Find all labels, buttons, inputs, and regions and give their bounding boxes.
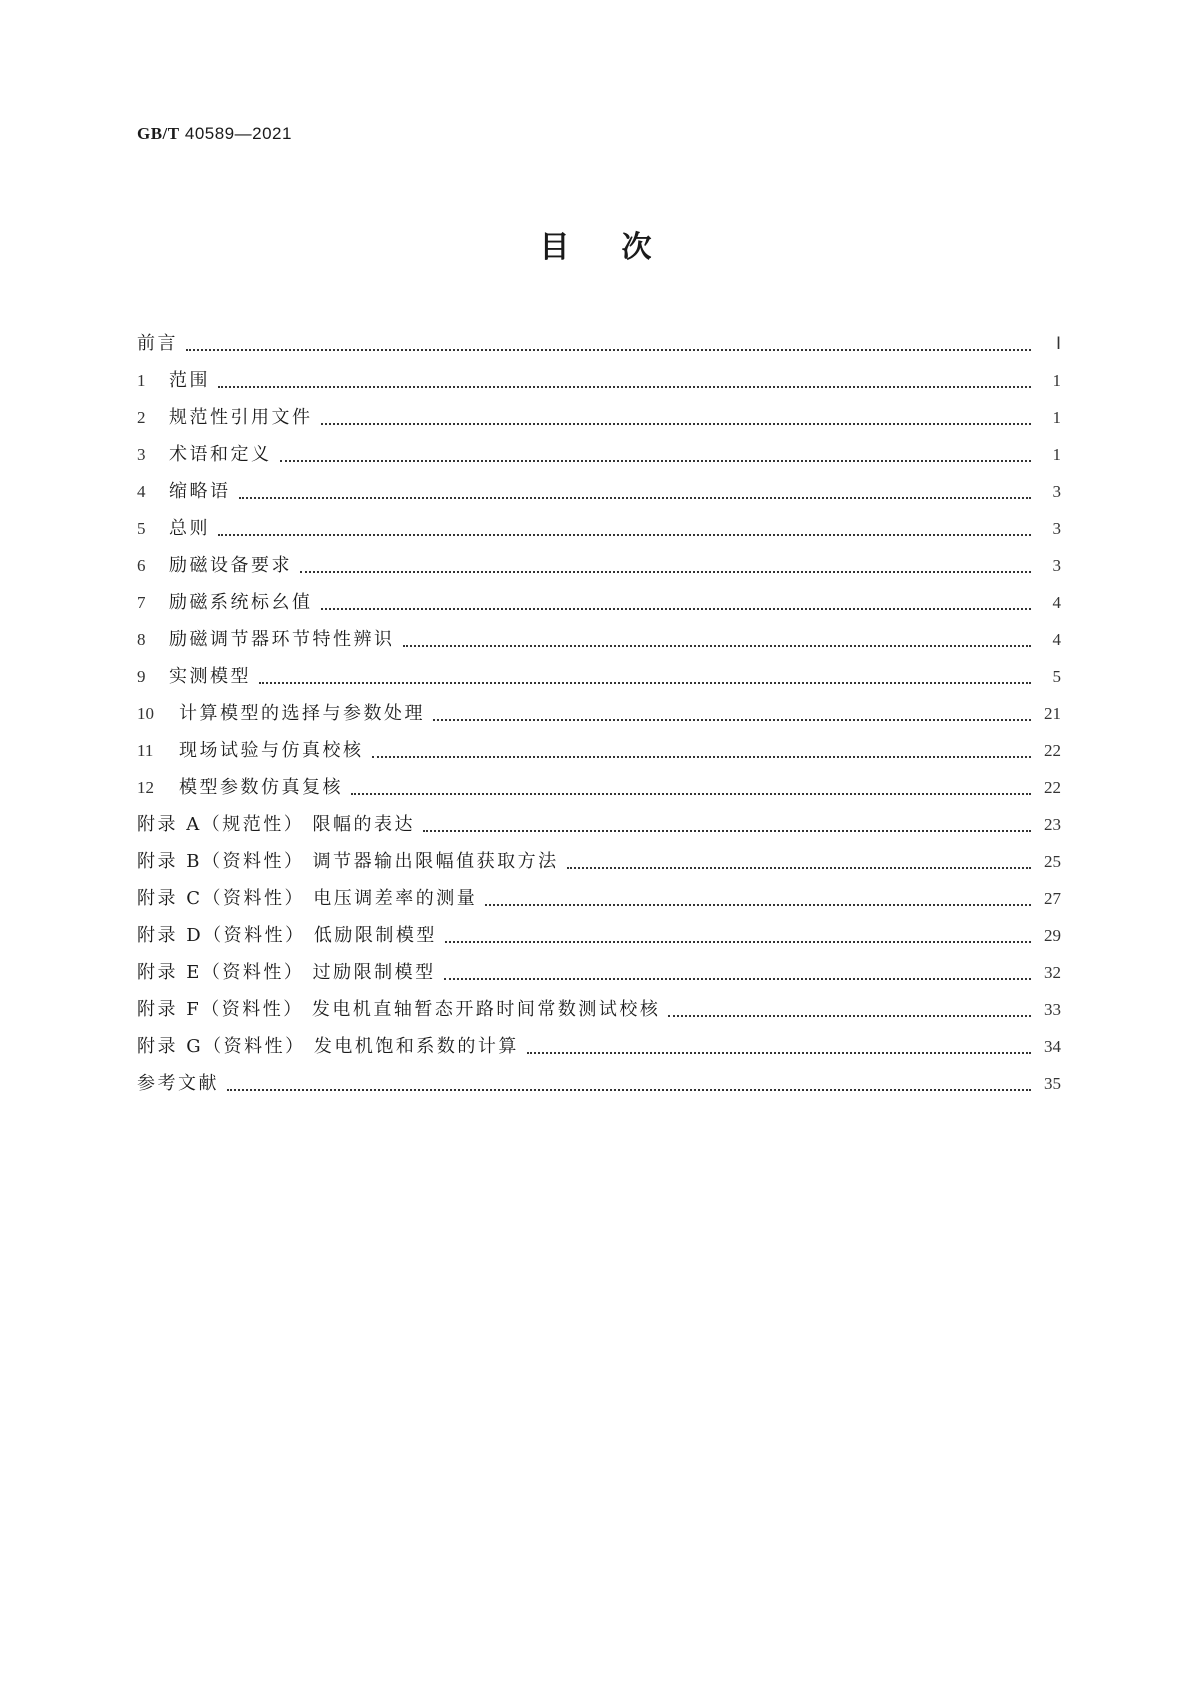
toc-entry-page: 23 <box>1044 815 1061 834</box>
toc-entry-number: 9 <box>137 667 146 686</box>
toc-entry-number: 6 <box>137 556 146 575</box>
toc-dot-leader <box>567 843 1031 880</box>
toc-entry-page: 3 <box>1052 519 1061 538</box>
toc-entry-page: 3 <box>1052 482 1061 501</box>
toc-entry-page: 5 <box>1052 667 1061 686</box>
toc-entry[interactable] <box>137 991 1061 1028</box>
toc-dot-leader <box>403 621 1032 658</box>
toc-entry-page: 35 <box>1044 1074 1061 1093</box>
toc-entry-number: 1 <box>137 371 146 390</box>
toc-entry-number: 5 <box>137 519 146 538</box>
toc-entry-label: 术语和定义 <box>169 444 272 465</box>
toc-entry-number: 8 <box>137 630 146 649</box>
toc-dot-leader <box>218 510 1031 547</box>
toc-entry-number: 4 <box>137 482 146 501</box>
toc-entry-label: 前言 <box>137 333 178 354</box>
toc-entry[interactable] <box>137 510 1061 547</box>
toc-entry-label: 规范性引用文件 <box>169 407 313 428</box>
toc-entry[interactable] <box>137 806 1061 843</box>
toc-dot-leader <box>433 695 1031 732</box>
toc-dot-leader <box>186 325 1031 362</box>
toc-entry-label: 模型参数仿真复核 <box>179 777 343 798</box>
standard-code <box>137 124 292 144</box>
toc-entry-label: 缩略语 <box>169 481 231 502</box>
toc-dot-leader <box>227 1065 1031 1102</box>
toc-entry[interactable] <box>137 658 1061 695</box>
toc-entry-label: 附录 E（资料性） 过励限制模型 <box>137 962 436 983</box>
toc-entry-number: 12 <box>137 778 154 797</box>
toc-dot-leader <box>218 362 1031 399</box>
toc-entry[interactable] <box>137 473 1061 510</box>
toc-entry-number: 3 <box>137 445 146 464</box>
toc-entry-page: 29 <box>1044 926 1061 945</box>
toc-entry-label: 附录 G（资料性） 发电机饱和系数的计算 <box>137 1036 519 1057</box>
toc-entry-page: 27 <box>1044 889 1061 908</box>
toc-entry-page: 3 <box>1052 556 1061 575</box>
toc-dot-leader <box>280 436 1032 473</box>
toc-entry[interactable] <box>137 732 1061 769</box>
toc-entry-number: 2 <box>137 408 146 427</box>
toc-entry[interactable] <box>137 843 1061 880</box>
toc-entry-label: 附录 F（资料性） 发电机直轴暂态开路时间常数测试校核 <box>137 999 661 1020</box>
toc-entry-page: 4 <box>1052 593 1061 612</box>
toc-dot-leader <box>321 584 1032 621</box>
toc-dot-leader <box>668 991 1031 1028</box>
toc-dot-leader <box>321 399 1032 436</box>
toc-entry-number: 10 <box>137 704 154 723</box>
toc-entry-label: 附录 B（资料性） 调节器输出限幅值获取方法 <box>137 851 559 872</box>
toc-entry-number: 7 <box>137 593 146 612</box>
toc-dot-leader <box>444 954 1031 991</box>
toc-dot-leader <box>485 880 1031 917</box>
toc-entry[interactable] <box>137 954 1061 991</box>
toc-entry-label: 总则 <box>169 518 210 539</box>
toc-entry[interactable] <box>137 399 1061 436</box>
toc-entry-label: 现场试验与仿真校核 <box>179 740 364 761</box>
toc-entry[interactable] <box>137 1065 1061 1102</box>
toc-entry-label: 励磁调节器环节特性辨识 <box>169 629 395 650</box>
toc-entry[interactable] <box>137 769 1061 806</box>
toc-entry-page: 1 <box>1052 408 1061 427</box>
toc-dot-leader <box>372 732 1032 769</box>
standard-code-number: 40589—2021 <box>184 124 292 143</box>
toc-entry[interactable] <box>137 436 1061 473</box>
toc-entry[interactable] <box>137 325 1061 362</box>
toc-dot-leader <box>300 547 1031 584</box>
toc-entry-label: 附录 A（规范性） 限幅的表达 <box>137 814 415 835</box>
toc-entry-label: 计算模型的选择与参数处理 <box>179 703 425 724</box>
toc-entry-page: 21 <box>1044 704 1061 723</box>
toc-dot-leader <box>423 806 1031 843</box>
toc-entry-page: Ⅰ <box>1055 334 1061 353</box>
toc-entry[interactable] <box>137 362 1061 399</box>
toc-entry[interactable] <box>137 584 1061 621</box>
toc-dot-leader <box>259 658 1031 695</box>
toc-entry-page: 22 <box>1044 741 1061 760</box>
toc-dot-leader <box>445 917 1031 954</box>
toc-entry[interactable] <box>137 695 1061 732</box>
standard-code-prefix: GB/T <box>137 124 180 143</box>
toc-entry-page: 33 <box>1044 1000 1061 1019</box>
toc-entry-page: 32 <box>1044 963 1061 982</box>
toc-entry-page: 1 <box>1052 445 1061 464</box>
toc-entry[interactable] <box>137 880 1061 917</box>
table-of-contents <box>137 325 1061 1102</box>
toc-entry-page: 1 <box>1052 371 1061 390</box>
toc-entry-label: 范围 <box>169 370 210 391</box>
toc-entry-page: 22 <box>1044 778 1061 797</box>
toc-entry-label: 实测模型 <box>169 666 251 687</box>
toc-dot-leader <box>527 1028 1031 1065</box>
toc-entry-label: 附录 C（资料性） 电压调差率的测量 <box>137 888 478 909</box>
toc-entry-page: 25 <box>1044 852 1061 871</box>
toc-entry-page: 34 <box>1044 1037 1061 1056</box>
toc-entry-label: 参考文献 <box>137 1073 219 1094</box>
toc-entry-page: 4 <box>1052 630 1061 649</box>
toc-entry[interactable] <box>137 621 1061 658</box>
toc-entry[interactable] <box>137 1028 1061 1065</box>
toc-entry-label: 励磁设备要求 <box>169 555 292 576</box>
toc-entry[interactable] <box>137 917 1061 954</box>
toc-entry-label: 励磁系统标幺值 <box>169 592 313 613</box>
toc-entry[interactable] <box>137 547 1061 584</box>
toc-dot-leader <box>239 473 1032 510</box>
page-title: 目次 <box>539 230 704 265</box>
toc-entry-number: 11 <box>137 741 154 760</box>
toc-entry-label: 附录 D（资料性） 低励限制模型 <box>137 925 437 946</box>
toc-dot-leader <box>351 769 1031 806</box>
